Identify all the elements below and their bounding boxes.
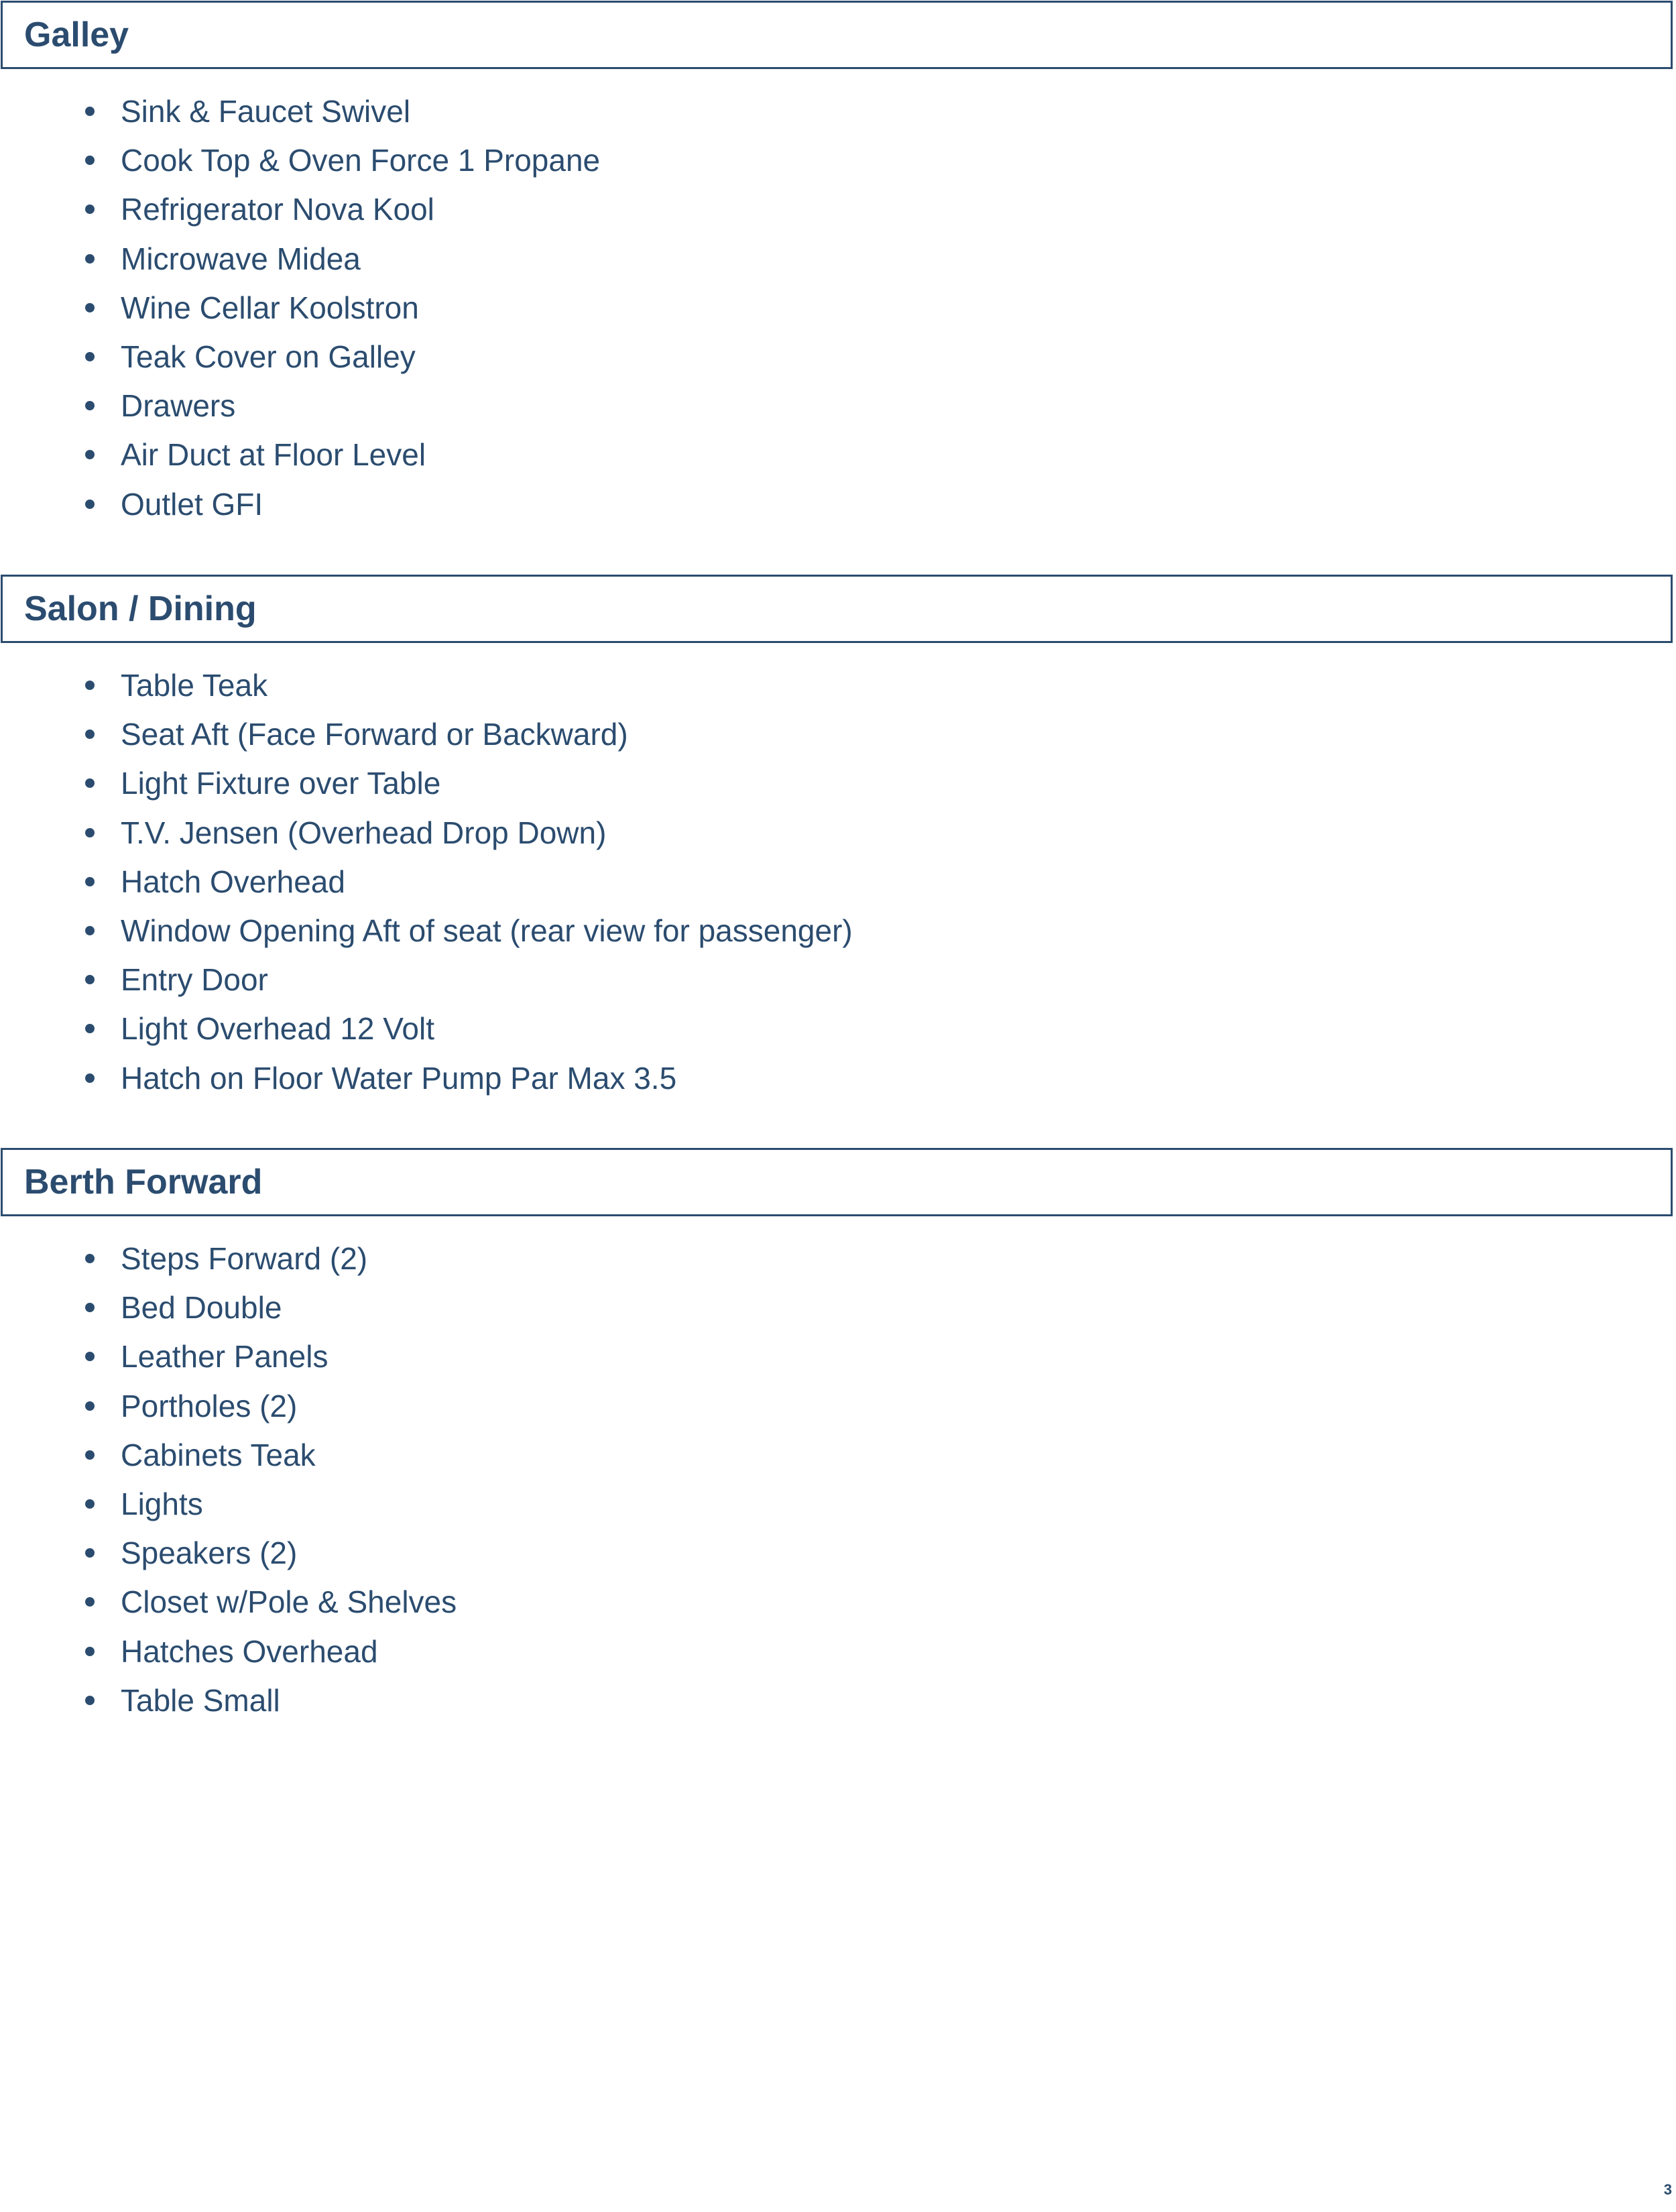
bullet-icon	[85, 352, 95, 361]
section-header-galley	[1, 1, 1673, 69]
bullet-icon	[85, 1647, 95, 1656]
list-item-text: Hatch Overhead	[121, 864, 345, 899]
bullet-icon	[85, 1597, 95, 1607]
list-item-text: Refrigerator Nova Kool	[121, 192, 434, 227]
list-item-text: Light Overhead 12 Volt	[121, 1011, 434, 1047]
bullet-icon	[85, 500, 95, 509]
bullet-icon	[85, 1073, 95, 1083]
list-item-text: Outlet GFI	[121, 486, 263, 522]
bullet-icon	[85, 1696, 95, 1705]
bullet-icon	[85, 1401, 95, 1411]
section-title-galley: Galley	[24, 15, 129, 54]
bullet-icon	[85, 877, 95, 886]
list-item-text: Cabinets Teak	[121, 1437, 316, 1472]
list-item-text: Air Duct at Floor Level	[121, 437, 426, 473]
bullet-icon	[85, 107, 95, 116]
bullet-icon	[85, 401, 95, 410]
bullet-icon	[85, 1548, 95, 1558]
list-item-text: Table Small	[121, 1682, 280, 1718]
bullet-icon	[85, 1352, 95, 1361]
list-item-text: T.V. Jensen (Overhead Drop Down)	[121, 815, 607, 850]
bullet-icon	[85, 926, 95, 935]
list-item-text: Window Opening Aft of seat (rear view for passenger)	[121, 913, 853, 948]
list-item-text: Microwave Midea	[121, 241, 361, 276]
bullet-icon	[85, 1499, 95, 1509]
bullet-icon	[85, 681, 95, 690]
bullet-icon	[85, 254, 95, 264]
list-item-text: Cook Top & Oven Force 1 Propane	[121, 143, 601, 178]
list-item-text: Teak Cover on Galley	[121, 339, 416, 374]
list-item-text: Bed Double	[121, 1290, 282, 1326]
bullet-icon	[85, 450, 95, 459]
bullet-icon	[85, 1303, 95, 1312]
section-title-berth-forward: Berth Forward	[24, 1163, 263, 1202]
section-header-salon-dining	[1, 575, 1673, 643]
bullet-icon	[85, 205, 95, 214]
list-item-text: Hatches Overhead	[121, 1633, 378, 1669]
list-item-text: Table Teak	[121, 668, 268, 703]
list-item-text: Speakers (2)	[121, 1535, 298, 1571]
list-item-text: Entry Door	[121, 962, 268, 998]
bullet-icon	[85, 730, 95, 739]
bullet-icon	[85, 1450, 95, 1460]
page-number: 3	[1663, 2181, 1672, 2198]
section-title-salon-dining: Salon / Dining	[24, 589, 257, 628]
list-item-text: Hatch on Floor Water Pump Par Max 3.5	[121, 1060, 677, 1096]
bullet-icon	[85, 303, 95, 312]
bullet-icon	[85, 1254, 95, 1263]
list-item-text: Portholes (2)	[121, 1388, 298, 1423]
bullet-icon	[85, 975, 95, 984]
list-item-text: Seat Aft (Face Forward or Backward)	[121, 717, 628, 752]
list-item-text: Closet w/Pole & Shelves	[121, 1584, 457, 1620]
bullet-icon	[85, 1024, 95, 1033]
list-item-text: Sink & Faucet Swivel	[121, 94, 411, 129]
bullet-icon	[85, 156, 95, 165]
list-item-text: Light Fixture over Table	[121, 766, 441, 801]
section-header-berth-forward	[1, 1148, 1673, 1216]
bullet-icon	[85, 828, 95, 837]
list-item-text: Drawers	[121, 388, 236, 424]
list-item-text: Wine Cellar Koolstron	[121, 290, 419, 325]
list-item-text: Leather Panels	[121, 1339, 328, 1375]
list-item-text: Steps Forward (2)	[121, 1241, 368, 1276]
bullet-icon	[85, 778, 95, 788]
list-item-text: Lights	[121, 1486, 203, 1521]
